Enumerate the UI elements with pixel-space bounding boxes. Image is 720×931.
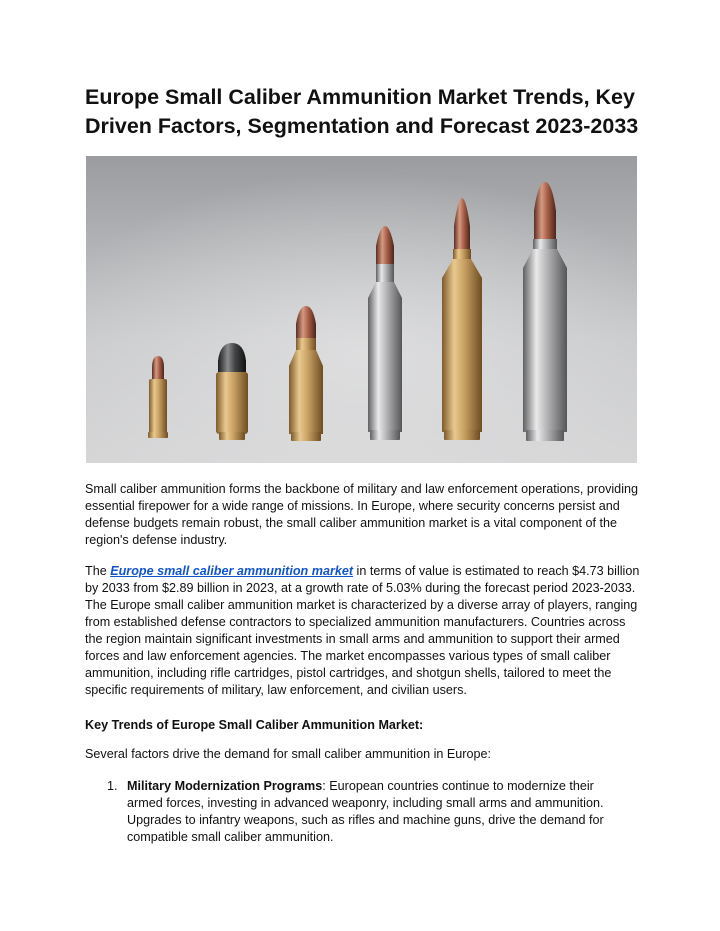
market-report-link[interactable]: Europe small caliber ammunition market: [110, 564, 354, 578]
market-paragraph: [85, 563, 645, 699]
market-paragraph-prefix: The: [85, 564, 111, 578]
list-item-bold: Military Modernization Programs: [127, 779, 323, 793]
cartridge-2: [216, 343, 248, 440]
list-item-number: 1.: [107, 779, 118, 793]
document-title: Europe Small Caliber Ammunition Market Trends, Key Driven Factors, Segmentation and Forecast 2023-2033: [85, 85, 639, 138]
market-paragraph-body: in terms of value is estimated to reach $4.73 billion by 2033 from $2.89 billion in 2023, at a growth rate of 5.03% during the forecast period 2023-2033. The Europe small caliber ammunition market is characterized by a diverse array of players, ranging from established defense contractors to specialized ammunition manufacturers. Countries across the region maintain significant investments in small arms and ammunition to support their armed forces and law enforcement agencies. The market encompasses various types of small caliber ammunition, including rifle cartridges, pistol cartridges, and shotgun shells, tailored to meet the specific requirements of military, law enforcement, and civilian users.: [85, 564, 640, 697]
section-heading: Key Trends of Europe Small Caliber Ammunition Market:: [85, 718, 424, 732]
section-intro: Several factors drive the demand for small caliber ammunition in Europe:: [85, 747, 491, 761]
ammunition-image: [86, 156, 637, 463]
list-item-body: [127, 778, 627, 846]
list-item-text: : European countries continue to modernize their armed forces, investing in advanced weaponry, including small arms and ammunition. Upgrades to infantry weapons, such as rifles and machine guns, drive the demand for compatible small caliber ammunition.: [127, 779, 604, 844]
intro-paragraph: Small caliber ammunition forms the backbone of military and law enforcement operations, providing essential firepower for a wide range of missions. In Europe, where security concerns persist and defense budgets remain robust, the small caliber ammunition market is a vital component of the region's defense industry.: [85, 482, 638, 547]
